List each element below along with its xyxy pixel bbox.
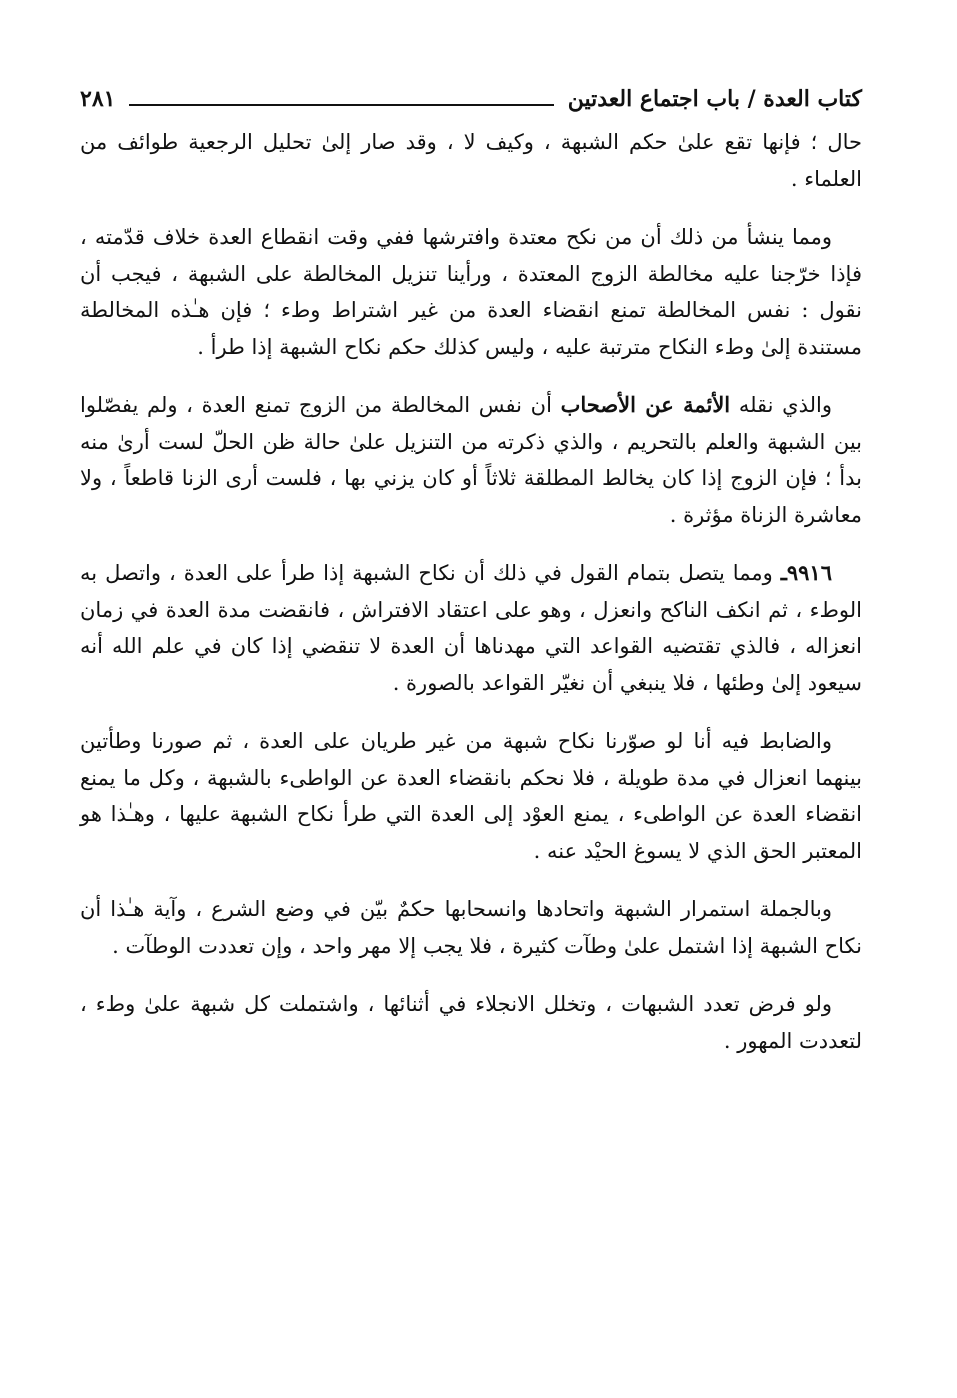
page-body xyxy=(80,124,862,1059)
paragraph-text: ولو فرض تعدد الشبهات ، وتخلل الانجلاء في أثنائها ، واشتملت كل شبهة علىٰ وطء ، لتعددت المهور . xyxy=(80,992,862,1053)
page-number: ٢٨١ xyxy=(80,86,116,112)
paragraph-continuation xyxy=(80,124,862,197)
numbered-paragraph xyxy=(80,555,862,701)
paragraph xyxy=(80,723,862,869)
paragraph-text-before: والذي نقله xyxy=(730,393,832,417)
header-title: كتاب العدة / باب اجتماع العدتين xyxy=(567,86,862,112)
paragraph-text: حال ؛ فإنها تقع علىٰ حكم الشبهة ، وكيف لا ، وقد صار إلىٰ تحليل الرجعية طوائف من العلماء . xyxy=(80,130,862,191)
paragraph-number: ٩٩١٦ـ xyxy=(780,560,832,585)
header-rule xyxy=(129,104,553,106)
paragraph-text-after: أن نفس المخالطة من الزوج تمنع العدة ، ولم يفصّلوا بين الشبهة والعلم بالتحريم ، والذي ذكرته من التنزيل علىٰ حالة ظن الحلّ لست أرىٰ منه بدأ ؛ فإن الزوج إذا كان يخالط المطلقة ثلاثاً أو كان يزني بها ، فلست أرى الزنا قاطعاً ، ولا معاشرة الزناة مؤثرة . xyxy=(80,393,862,527)
paragraph-text: ومما ينشأ من ذلك أن من نكح معتدة وافترشها ففي وقت انقطاع العدة خلاف قدّمته ، فإذا خرّجنا عليه مخالطة الزوج المعتدة ، ورأينا تنزيل المخالطة على الشبهة ، فيجب أن نقول : نفس المخالطة تمنع انقضاء العدة من غير اشتراط وطء ؛ فإن هـٰذه المخالطة مستندة إلىٰ وطء النكاح مترتبة عليه ، وليس كذلك حكم نكاح الشبهة إذا طرأ . xyxy=(80,225,862,359)
paragraph-text: وبالجملة استمرار الشبهة واتحادها وانسحابها حكمٌ بيّن في وضع الشرع ، وآية هـٰذا أن نكاح الشبهة إذا اشتمل علىٰ وطآت كثيرة ، فلا يجب إلا مهر واحد ، وإن تعددت الوطآت . xyxy=(80,897,862,958)
running-header xyxy=(80,78,862,114)
paragraph-text: والضابط فيه أنا لو صوّرنا نكاح شبهة من غير طريان على العدة ، ثم صورنا وطأتين بينهما انعزال في مدة طويلة ، فلا نحكم بانقضاء العدة عن الواطىء بالشبهة ، وكل ما يمنع انقضاء العدة عن الواطىء ، يمنع العوْد إلى العدة التي طرأ نكاح الشبهة عليها ، وهـٰذا هو المعتبر الحق الذي لا يسوغ الحيْد عنه . xyxy=(80,729,862,863)
book-page xyxy=(80,78,862,1378)
paragraph xyxy=(80,219,862,365)
paragraph-bold-phrase: الأئمة عن الأصحاب xyxy=(560,392,731,417)
paragraph xyxy=(80,986,862,1059)
paragraph xyxy=(80,387,862,533)
paragraph-text: ومما يتصل بتمام القول في ذلك أن نكاح الشبهة إذا طرأ على العدة ، واتصل به الوطء ، ثم انكف الناكح وانعزل ، وهو على اعتقاد الافتراش ، فانقضت مدة العدة في زمان انعزاله ، فالذي تقتضيه القواعد التي مهدناها أن العدة لا تنقضي إذا كان في علم الله أنه سيعود إلىٰ وطئها ، فلا ينبغي أن نغيّر القواعد بالصورة . xyxy=(80,561,862,695)
paragraph xyxy=(80,891,862,964)
